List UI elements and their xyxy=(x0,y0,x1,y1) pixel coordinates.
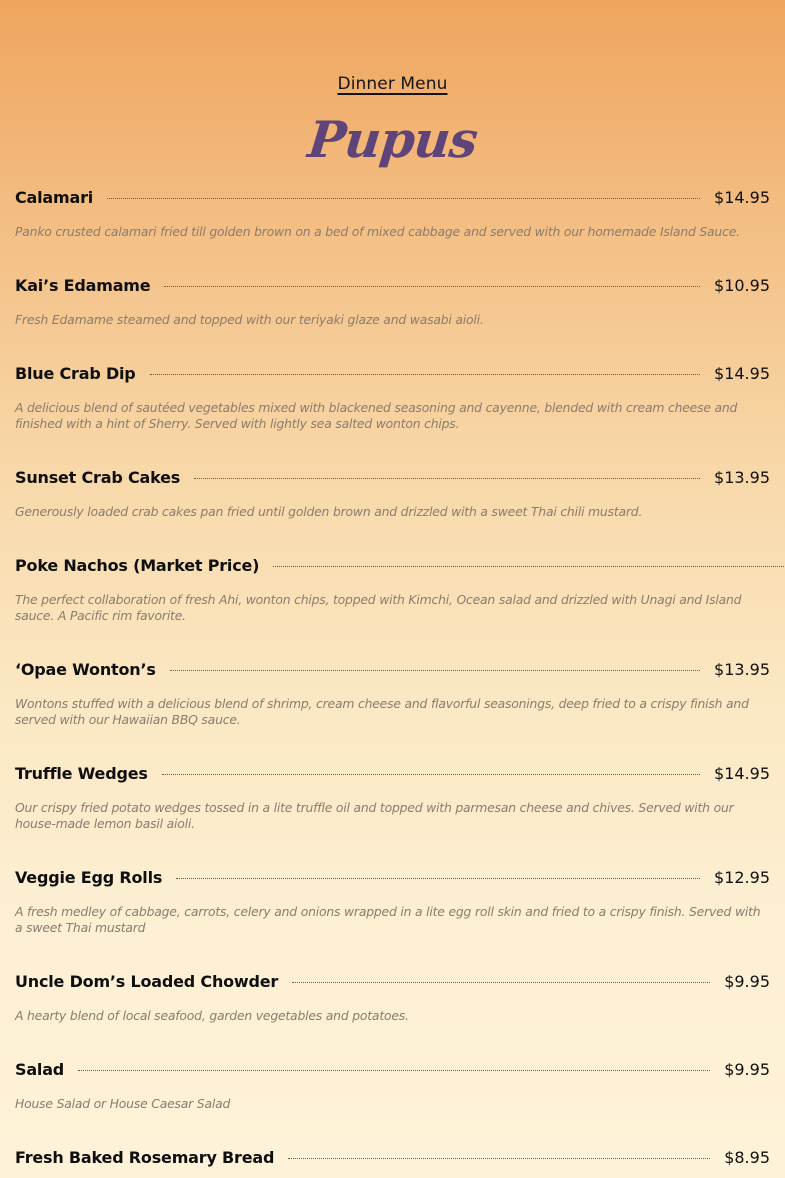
menu-item-name: Veggie Egg Rolls xyxy=(15,868,163,887)
menu-item-description: House Salad or House Caesar Salad xyxy=(15,1096,231,1111)
menu-item-price: $13.95 xyxy=(714,468,770,487)
menu-item-price: $9.95 xyxy=(724,1060,770,1079)
menu-item-header xyxy=(15,1060,770,1084)
menu-item-header xyxy=(15,188,770,212)
menu-item xyxy=(15,1148,770,1172)
dotted-leader xyxy=(176,878,700,879)
menu-header xyxy=(0,74,785,94)
section-title: Pupus xyxy=(305,110,480,169)
menu-item-header xyxy=(15,556,770,580)
menu-item-description: Fresh Edamame steamed and topped with our teriyaki glaze and wasabi aioli. xyxy=(15,312,484,327)
menu-item xyxy=(15,972,770,1024)
menu-item-name: Calamari xyxy=(15,188,94,207)
menu-item xyxy=(15,188,770,240)
menu-item-header xyxy=(15,868,770,892)
menu-item-price: $14.95 xyxy=(714,364,770,383)
dotted-leader xyxy=(288,1158,710,1159)
menu-item-price: $12.95 xyxy=(714,868,770,887)
menu-item-name: ‘Opae Wonton’s xyxy=(15,660,156,679)
menu-item-price: $14.95 xyxy=(714,188,770,207)
dotted-leader xyxy=(107,198,700,199)
menu-item-header xyxy=(15,364,770,388)
dotted-leader xyxy=(78,1070,710,1071)
menu-item xyxy=(15,1060,770,1112)
menu-item-description: Panko crusted calamari fried till golden brown on a bed of mixed cabbage and served with our homemade Island Sauce. xyxy=(15,224,740,239)
dotted-leader xyxy=(164,286,700,287)
dotted-leader xyxy=(273,566,785,567)
dotted-leader xyxy=(162,774,700,775)
menu-item xyxy=(15,364,770,432)
menu-item-price: $8.95 xyxy=(724,1148,770,1167)
menu-item xyxy=(15,276,770,328)
dotted-leader xyxy=(292,982,710,983)
dotted-leader xyxy=(150,374,700,375)
menu-item-name: Blue Crab Dip xyxy=(15,364,136,383)
menu-item-header xyxy=(15,660,770,684)
menu-item xyxy=(15,764,770,832)
dinner-menu-link[interactable]: Dinner Menu xyxy=(337,74,448,94)
menu-item-price: $10.95 xyxy=(714,276,770,295)
menu-item-name: Sunset Crab Cakes xyxy=(15,468,181,487)
menu-item xyxy=(15,468,770,520)
menu-item-price: $13.95 xyxy=(714,660,770,679)
menu-item-header xyxy=(15,764,770,788)
menu-item-description: The perfect collaboration of fresh Ahi, wonton chips, topped with Kimchi, Ocean salad and drizzled with Unagi and Island sauce. A Pacific rim favorite. xyxy=(15,592,742,623)
dotted-leader xyxy=(170,670,700,671)
menu-item xyxy=(15,660,770,728)
menu-item-header xyxy=(15,468,770,492)
menu-item-description: A fresh medley of cabbage, carrots, celery and onions wrapped in a lite egg roll skin and fried to a crispy finish. Served with a sweet Thai mustard xyxy=(15,904,761,935)
menu-item xyxy=(15,868,770,936)
menu-item-price: $14.95 xyxy=(714,764,770,783)
menu-item-name: Truffle Wedges xyxy=(15,764,148,783)
menu-item-name: Fresh Baked Rosemary Bread xyxy=(15,1148,275,1167)
menu-item-description: Wontons stuffed with a delicious blend of shrimp, cream cheese and flavorful seasonings, deep fried to a crispy finish and served with our Hawaiian BBQ sauce. xyxy=(15,696,749,727)
menu-item-header xyxy=(15,972,770,996)
menu-item-name: Poke Nachos (Market Price) xyxy=(15,556,260,575)
menu-item-description: Our crispy fried potato wedges tossed in a lite truffle oil and topped with parmesan cheese and chives. Served with our house-made lemon basil aioli. xyxy=(15,800,734,831)
menu-item xyxy=(15,556,770,624)
menu-item-name: Uncle Dom’s Loaded Chowder xyxy=(15,972,279,991)
menu-item-description: A delicious blend of sautéed vegetables mixed with blackened seasoning and cayenne, blended with cream cheese and finished with a hint of Sherry. Served with lightly sea salted wonton chips. xyxy=(15,400,738,431)
menu-item-description: Generously loaded crab cakes pan fried until golden brown and drizzled with a sweet Thai chili mustard. xyxy=(15,504,643,519)
menu-item-header xyxy=(15,276,770,300)
menu-item-header xyxy=(15,1148,770,1172)
menu-item-name: Salad xyxy=(15,1060,65,1079)
menu-item-name: Kai’s Edamame xyxy=(15,276,151,295)
menu-item-description: A hearty blend of local seafood, garden vegetables and potatoes. xyxy=(15,1008,409,1023)
menu-item-price: $9.95 xyxy=(724,972,770,991)
dotted-leader xyxy=(194,478,700,479)
